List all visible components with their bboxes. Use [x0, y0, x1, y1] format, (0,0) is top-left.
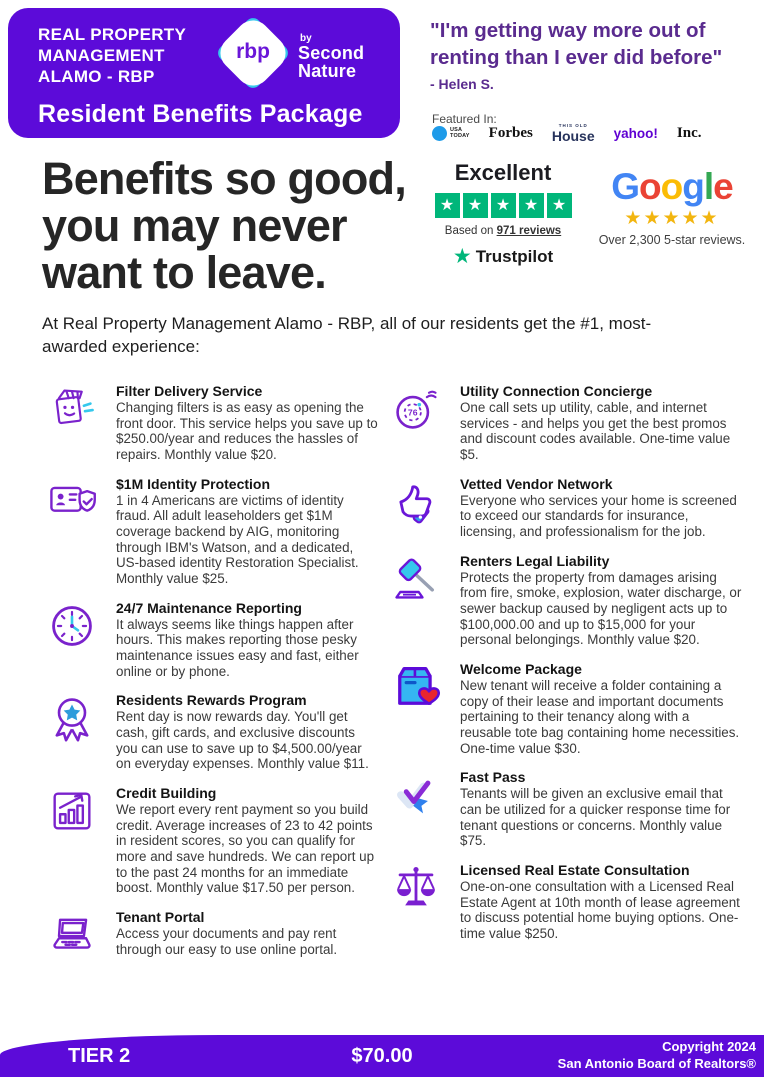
trustpilot-review-count: [430, 225, 576, 237]
benefit-title: Vetted Vendor Network: [460, 475, 613, 492]
headline-line: you may never: [42, 199, 347, 251]
inc-logo: Inc.: [676, 124, 702, 141]
benefit-item: [390, 661, 742, 756]
benefit-title: Residents Rewards Program: [116, 692, 307, 709]
testimonial-author: - Helen S.: [430, 76, 494, 92]
trustpilot-rating-block: [430, 160, 576, 267]
benefits-column-left: [46, 383, 378, 974]
benefit-text: [116, 383, 378, 463]
this-old-house-logo: [552, 124, 595, 143]
usa-today-logo: [432, 126, 470, 141]
footer-bar: [0, 1035, 764, 1077]
tier-label: TIER 2: [68, 1045, 131, 1067]
benefit-item: [46, 692, 378, 772]
benefit-item: [390, 476, 742, 540]
benefit-title: Tenant Portal: [116, 909, 205, 926]
benefit-body: Everyone who services your home is screened to exceed our standards for insurance, licensing, and professionalism for the job.: [460, 492, 737, 540]
usa-today-line: TODAY: [450, 133, 470, 140]
trustpilot-star-icon: [463, 193, 488, 218]
copyright-line: Copyright 2024: [662, 1039, 756, 1054]
headline-line: want to leave.: [42, 246, 326, 298]
google-rating-block: [582, 168, 762, 247]
benefit-item: [46, 785, 378, 896]
this-old-label: THIS OLD: [558, 123, 588, 128]
benefit-body: Changing filters is as easy as opening the front door. This service helps you save up to $250.00/year and reduces the hassles of repairs. Monthly value $20.: [116, 400, 378, 463]
company-name-line: REAL PROPERTY: [38, 25, 187, 44]
trustpilot-logo: [430, 246, 576, 267]
second-nature-logo: [298, 34, 364, 81]
benefit-item: [46, 909, 378, 961]
benefits-column-right: [390, 383, 742, 955]
rewards-medal-icon: [46, 692, 98, 744]
benefit-body: It always seems like things happen after hours. This makes reporting those pesky maintenance issues easy and fast, either online or by phone.: [116, 616, 359, 679]
benefit-body: We report every rent payment so you build credit. Average increases of 23 to 42 points in resident scores, so you can qualify for more and save hundreds. We can report up to the past 24 months for an immediate boost. Monthly value $17.50 per person.: [116, 802, 375, 896]
benefit-body: Tenants will be given an exclusive email that can be utilized for a quicker response time for tenant questions or concerns. Monthly value $75.: [460, 786, 731, 849]
trustpilot-stars: [430, 193, 576, 218]
google-review-caption: Over 2,300 5-star reviews.: [598, 233, 746, 247]
benefit-item: [46, 476, 378, 587]
benefit-body: Rent day is now rewards day. You'll get cash, gift cards, and exclusive discounts you can use to save up to $4,500.00/year on everyday expenses. Monthly value $11.: [116, 709, 369, 772]
filter-delivery-icon: [46, 383, 98, 435]
google-letter: l: [703, 166, 714, 207]
google-logo: [582, 168, 762, 205]
benefit-title: Credit Building: [116, 785, 217, 802]
package-title: Resident Benefits Package: [38, 100, 363, 128]
company-name: [38, 24, 186, 87]
trustpilot-star-icon: [435, 193, 460, 218]
benefit-text: [116, 600, 378, 680]
credit-building-icon: [46, 785, 98, 837]
gavel-icon: [390, 553, 442, 605]
featured-logos: [432, 124, 732, 143]
hero-headline: [42, 153, 406, 298]
benefit-title: $1M Identity Protection: [116, 475, 271, 492]
usa-today-line: USA: [450, 127, 463, 134]
brand-line: Nature: [298, 61, 357, 82]
trustpilot-heading: Excellent: [454, 160, 552, 185]
benefit-text: [116, 785, 378, 896]
company-name-line: ALAMO - RBP: [38, 67, 155, 87]
yahoo-logo: yahoo!: [613, 125, 658, 141]
google-letter: e: [713, 166, 733, 207]
company-name-line: MANAGEMENT: [38, 46, 165, 66]
benefit-text: [460, 476, 742, 540]
forbes-logo: Forbes: [488, 124, 533, 141]
usa-today-circle-icon: [432, 126, 447, 141]
benefit-title: Filter Delivery Service: [116, 383, 263, 399]
benefit-text: [116, 909, 378, 961]
headline-line: Benefits so good,: [42, 153, 406, 204]
testimonial-quote: "I'm getting way more out of renting than I ever did before": [430, 19, 723, 69]
intro-paragraph: At Real Property Management Alamo - RBP, all of our residents get the #1, most-awarded experience:: [42, 314, 652, 357]
benefit-title: Utility Connection Concierge: [460, 383, 653, 399]
benefit-item: [46, 383, 378, 463]
benefit-title: Fast Pass: [460, 769, 526, 786]
benefit-text: [116, 476, 378, 587]
google-letter: o: [639, 166, 661, 207]
usa-today-text: [450, 127, 470, 139]
trustpilot-star-icon: [491, 193, 516, 218]
google-letter: g: [682, 166, 704, 207]
reviews-count: 971 reviews: [496, 225, 562, 237]
copyright-line: San Antonio Board of Realtors®: [557, 1055, 756, 1071]
benefit-title: 24/7 Maintenance Reporting: [116, 599, 302, 616]
thumbs-up-icon: [390, 476, 442, 528]
based-on-label: Based on: [444, 225, 497, 237]
rbp-logo: [220, 20, 286, 86]
welcome-package-icon: [390, 661, 442, 713]
utility-concierge-icon: [390, 383, 442, 435]
identity-protection-icon: [46, 476, 98, 528]
google-letter: G: [611, 166, 640, 207]
tenant-portal-icon: [46, 909, 98, 961]
benefit-body: Access your documents and pay rent through our easy to use online portal.: [116, 926, 338, 957]
copyright: [558, 1039, 756, 1073]
benefit-item: [390, 862, 742, 942]
benefit-item: [46, 600, 378, 680]
benefit-item: [390, 769, 742, 849]
benefit-title: Welcome Package: [460, 661, 582, 678]
benefit-title: Licensed Real Estate Consultation: [460, 862, 690, 879]
benefit-text: [460, 383, 742, 463]
benefit-text: [460, 553, 742, 648]
benefit-text: [460, 769, 742, 849]
benefit-body: One-on-one consultation with a Licensed Real Estate Agent at 10th month of lease agreement to discuss potential home buying options. One-time value $250.: [460, 879, 740, 942]
trustpilot-wordmark: Trustpilot: [475, 246, 554, 266]
brand-line: Second: [298, 43, 365, 63]
google-letter: o: [660, 166, 683, 207]
featured-in-label: Featured In:: [432, 112, 497, 126]
maintenance-clock-icon: [46, 600, 98, 652]
header-card: [8, 8, 400, 138]
benefit-text: [116, 692, 378, 772]
trustpilot-star-icon: [519, 193, 544, 218]
price-label: $70.00: [351, 1045, 413, 1067]
benefit-text: [460, 661, 742, 756]
benefit-body: One call sets up utility, cable, and internet services - and helps you get the best promos and discount codes available. One-time value $5.: [460, 400, 731, 463]
trustpilot-star-icon: [547, 193, 572, 218]
benefit-body: Protects the property from damages arising from fire, smoke, explosion, water discharge, or sewer backup caused by negligent acts up to $100,000.00 and up to $15,000 for your personal belongings. Monthly value $20.: [460, 569, 742, 648]
by-label: by: [300, 33, 312, 44]
rbp-logo-text: rbp: [236, 40, 270, 63]
trustpilot-star-logo-icon: ★: [452, 245, 472, 268]
benefit-body: New tenant will receive a folder containing a copy of their lease and important documents pertaining to their tenancy along with a reusable tote bag containing home necessities. One-time value $30.: [460, 678, 740, 756]
google-stars-icon: ★★★★★: [624, 208, 720, 229]
house-label: House: [551, 127, 595, 144]
scales-icon: [390, 862, 442, 914]
fast-pass-icon: [390, 769, 442, 821]
benefit-item: [390, 553, 742, 648]
benefit-text: [460, 862, 742, 942]
benefit-body: 1 in 4 Americans are victims of identity fraud. All adult leaseholders get $1M coverage backend by AIG, monitoring through IBM's Watson, and a dedicated, US-based identity Restoration Specialist. Monthly value $25.: [116, 492, 359, 587]
benefit-item: [390, 383, 742, 463]
benefit-title: Renters Legal Liability: [460, 552, 610, 569]
meter-value: 76: [407, 407, 418, 418]
